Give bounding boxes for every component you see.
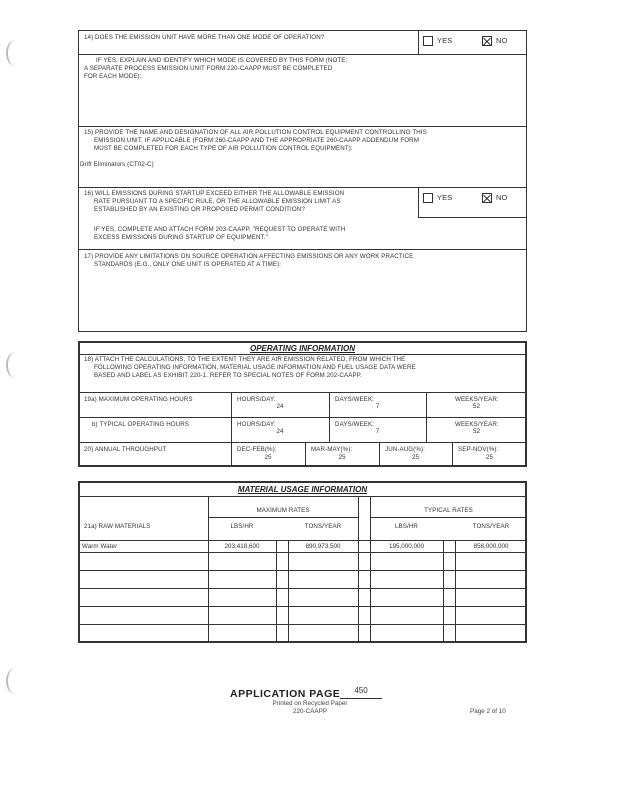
printed-on-recycled-paper: Printed on Recycled Paper [272, 700, 348, 707]
row19b-days-value: 7 [375, 428, 380, 435]
dec-feb-value: 25 [264, 454, 272, 461]
row19b-label: b) TYPICAL OPERATING HOURS [92, 421, 190, 428]
row20-label: 20) ANNUAL THROUGHPUT [84, 446, 167, 453]
row19b-weeks-label: WEEKS/YEAR: [455, 421, 499, 428]
max-lbs-hr-header: LBS/HR [230, 523, 254, 530]
material-row-max-tons: 890,973,500 [305, 543, 341, 550]
max-tons-year-header: TONS/YEAR [304, 523, 342, 530]
q15-line-1: 15) PROVIDE THE NAME AND DESIGNATION OF ALL AIR POLLUTION CONTROL EQUIPMENT CONTROLLING THIS [84, 129, 427, 136]
q15-line-2: EMISSION UNIT, IF APPLICABLE (FORM 260-CAAPP AND THE APPROPRIATE 260-CAAPP ADDENDUM FORM [94, 137, 420, 144]
material-row-typ-tons: 858,000,000 [473, 543, 509, 550]
q16-followup-2: EXCESS EMISSIONS DURING STARTUP OF EQUIPMENT." [94, 234, 268, 241]
typical-rates-header: TYPICAL RATES [424, 507, 473, 514]
q16-line-3: ESTABLISHED BY AN EXISTING OR PROPOSED PERMIT CONDITION? [94, 206, 305, 213]
material-usage-title: MATERIAL USAGE INFORMATION [237, 485, 368, 494]
q14-instruction-1: IF YES, EXPLAIN AND IDENTIFY WHICH MODE IS COVERED BY THIS FORM (NOTE: [96, 57, 348, 64]
q17-line-2: STANDARDS (E.G., ONLY ONE UNIT IS OPERATED AT A TIME): [94, 261, 282, 268]
row19a-hours-value: 24 [276, 403, 284, 410]
q16-line-1: 16) WILL EMISSIONS DURING STARTUP EXCEED EITHER THE ALLOWABLE EMISSION [84, 190, 345, 197]
max-rates-header: MAXIMUM RATES [256, 507, 310, 514]
q15-line-3: MUST BE COMPLETED FOR EACH TYPE OF AIR POLLUTION CONTROL EQUIPMENT): [94, 145, 353, 152]
q16-line-2: RATE PURSUANT TO A SPECIFIC RULE, OR THE ALLOWABLE EMISSION LIMIT AS [94, 198, 341, 205]
application-page-number: 450 [354, 686, 368, 695]
mar-may-value: 25 [338, 454, 346, 461]
q16-no-label: NO [496, 193, 508, 202]
q14-instruction-3: FOR EACH MODE): [84, 73, 142, 80]
row19a-weeks-value: 52 [472, 403, 480, 410]
row19a-hours-label: HOURS/DAY: [237, 396, 276, 403]
form-code: 220-CAAPP [293, 708, 327, 715]
q16-followup-1: IF YES, COMPLETE AND ATTACH FORM 203-CAAPP, "REQUEST TO OPERATE WITH [94, 226, 346, 233]
sep-nov-value: 25 [485, 454, 493, 461]
q16-yes-checkbox[interactable] [423, 193, 433, 203]
q14-instruction-2: A SEPARATE PROCESS EMISSION UNIT FORM 220-CAAPP MUST BE COMPLETED [84, 65, 333, 72]
jun-aug-label: JUN-AUG(%): [385, 446, 425, 453]
dec-feb-label: DEC-FEB(%): [237, 446, 277, 453]
material-row-typ-lbs: 195,000,000 [388, 543, 425, 550]
typ-lbs-hr-header: LBS/HR [395, 523, 418, 530]
row19b-hours-value: 24 [276, 428, 284, 435]
row19b-hours-label: HOURS/DAY: [237, 421, 276, 428]
sep-nov-label: SEP-NOV(%): [458, 446, 499, 453]
material-usage-section [78, 481, 527, 643]
operating-info-title: OPERATING INFORMATION [249, 344, 356, 353]
page-of-label: Page 2 of 10 [470, 708, 506, 715]
q18-line-3: BASED AND LABEL AS EXHIBIT 220-1. REFER TO SPECIAL NOTES OF FORM 202-CAAPP. [94, 372, 362, 379]
q14-yes-checkbox[interactable] [423, 36, 433, 46]
punch-hole-mark [6, 40, 24, 66]
q18-line-2: FOLLOWING OPERATING INFORMATION, MATERIAL USAGE INFORMATION AND FUEL USAGE DATA WERE [94, 364, 416, 371]
q18-line-1: 18) ATTACH THE CALCULATIONS, TO THE EXTENT THEY ARE AIR EMISSION RELATED, FROM WHICH THE [84, 356, 406, 363]
q16-yes-label: YES [437, 193, 453, 202]
typ-tons-year-header: TONS/YEAR [472, 523, 510, 530]
row19a-days-value: 7 [375, 403, 380, 410]
q17-line-1: 17) PROVIDE ANY LIMITATIONS ON SOURCE OPERATION AFFECTING EMISSIONS OR ANY WORK PRACTICE [84, 253, 414, 260]
raw-materials-label: 21a) RAW MATERIALS [84, 523, 151, 530]
row19a-label: 19a) MAXIMUM OPERATING HOURS [84, 396, 193, 403]
q14-question: 14) DOES THE EMISSION UNIT HAVE MORE THAN ONE MODE OF OPERATION? [84, 34, 325, 41]
application-page-label: APPLICATION PAGE [230, 688, 341, 700]
row19a-days-label: DAYS/WEEK: [335, 396, 375, 403]
punch-hole-mark [6, 352, 24, 378]
mar-may-label: MAR-MAY(%): [311, 446, 353, 453]
q14-no-label: NO [496, 36, 508, 45]
material-row-name: Warm Water [82, 543, 118, 550]
row19a-weeks-label: WEEKS/YEAR: [455, 396, 499, 403]
q16-no-checkbox[interactable] [482, 193, 492, 203]
jun-aug-value: 25 [411, 454, 419, 461]
q15-answer: Drift Eliminators (CT02-C) [80, 161, 154, 168]
q14-no-checkbox[interactable] [482, 36, 492, 46]
q14-box [78, 30, 527, 127]
material-row-max-lbs: 203,418,600 [224, 543, 260, 550]
punch-hole-mark [6, 668, 24, 694]
q14-yes-label: YES [437, 36, 453, 45]
row19b-weeks-value: 52 [472, 428, 480, 435]
row19b-days-label: DAYS/WEEK: [335, 421, 375, 428]
